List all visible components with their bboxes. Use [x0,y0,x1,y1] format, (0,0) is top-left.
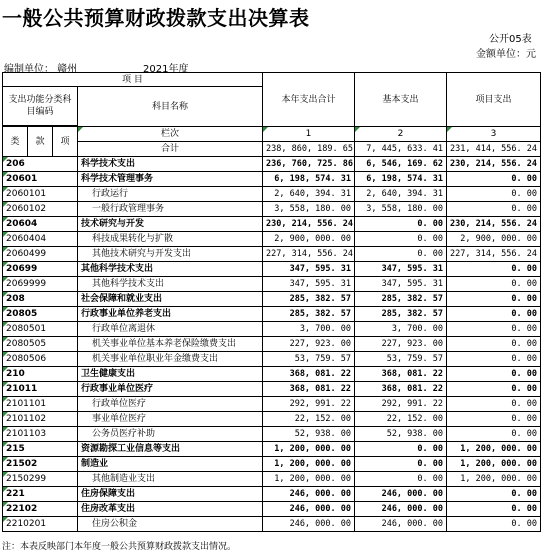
row-total: 2, 640, 394. 31 [263,187,355,202]
row-name: 卫生健康支出 [78,367,263,382]
table-row [3,187,541,202]
row-total: 236, 760, 725. 86 [263,157,355,172]
row-code: 206 [3,157,78,172]
header-kuan: 款 [28,127,53,157]
header-basic: 基本支出 [355,73,447,127]
table-row [3,202,541,217]
row-basic: 0. 00 [355,232,447,247]
row-code: 2060499 [3,247,78,262]
row-name: 科学技术支出 [78,157,263,172]
row-total: 2, 900, 000. 00 [263,232,355,247]
row-project: 230, 214, 556. 24 [447,157,541,172]
row-name: 其他科学技术支出 [78,262,263,277]
row-code: 215 [3,442,78,457]
table-row [3,232,541,247]
table-row [3,322,541,337]
row-basic: 246, 000. 00 [355,487,447,502]
compiling-unit: 编制单位： 赣州 [4,64,78,75]
row-basic: 2, 640, 394. 31 [355,187,447,202]
table-row [3,262,541,277]
row-project: 1, 200, 000. 00 [447,442,541,457]
row-project: 0. 00 [447,382,541,397]
row-code: 22102 [3,502,78,517]
header-project: 项目支出 [447,73,541,127]
row-project: 1, 200, 000. 00 [447,472,541,487]
row-name: 行政事业单位医疗 [78,382,263,397]
row-total: 246, 000. 00 [263,502,355,517]
row-code: 221 [3,487,78,502]
row-code: 21011 [3,382,78,397]
row-project: 0. 00 [447,262,541,277]
row-basic: 6, 546, 169. 62 [355,157,447,172]
header-xiang: 项 [53,127,78,157]
row-basic: 52, 938. 00 [355,427,447,442]
row-name: 行政事业单位养老支出 [78,307,263,322]
row-name: 住房公积金 [78,517,263,532]
row-code: 2080505 [3,337,78,352]
row-name: 一般行政管理事务 [78,202,263,217]
row-code: 2060101 [3,187,78,202]
col-number-2: 2 [355,127,447,142]
table-row [3,502,541,517]
table-row [3,517,541,532]
row-code: 2080506 [3,352,78,367]
row-name: 技术研究与开发 [78,217,263,232]
row-total: 246, 000. 00 [263,487,355,502]
row-project: 1, 200, 000. 00 [447,457,541,472]
row-code: 2101102 [3,412,78,427]
row-total: 246, 000. 00 [263,517,355,532]
row-basic: 347, 595. 31 [355,277,447,292]
table-row [3,472,541,487]
row-name: 机关事业单位职业年金缴费支出 [78,352,263,367]
row-project: 227, 314, 556. 24 [447,247,541,262]
header-items: 项 目 [3,73,263,87]
row-basic: 3, 558, 180. 00 [355,202,447,217]
row-project: 0. 00 [447,427,541,442]
row-basic: 0. 00 [355,217,447,232]
row-basic: 227, 923. 00 [355,337,447,352]
row-code: 2101103 [3,427,78,442]
totals-total: 238, 860, 189. 65 [263,142,355,157]
row-basic: 0. 00 [355,442,447,457]
col-number-1: 1 [263,127,355,142]
amount-unit: 金额单位：元 [476,49,536,60]
table-row [3,217,541,232]
table-row [3,457,541,472]
row-project: 0. 00 [447,397,541,412]
row-name: 行政单位医疗 [78,397,263,412]
row-project: 0. 00 [447,172,541,187]
row-total: 285, 382. 57 [263,292,355,307]
row-total: 347, 595. 31 [263,277,355,292]
row-basic: 0. 00 [355,472,447,487]
totals-row [3,142,541,157]
table-row [3,307,541,322]
expenditure-table [2,72,541,532]
row-name: 其他技术研究与开发支出 [78,247,263,262]
row-code: 2060102 [3,202,78,217]
row-total: 1, 200, 000. 00 [263,472,355,487]
row-name: 机关事业单位基本养老保险缴费支出 [78,337,263,352]
table-row [3,292,541,307]
row-total: 368, 081. 22 [263,382,355,397]
row-code: 21502 [3,457,78,472]
row-total: 292, 991. 22 [263,397,355,412]
row-project: 0. 00 [447,307,541,322]
row-code: 20805 [3,307,78,322]
row-name: 公务员医疗补助 [78,427,263,442]
row-code: 2101101 [3,397,78,412]
row-code: 2210201 [3,517,78,532]
row-total: 3, 700. 00 [263,322,355,337]
header-row-items [3,73,541,87]
row-basic: 285, 382. 57 [355,292,447,307]
row-basic: 3, 700. 00 [355,322,447,337]
row-project: 0. 00 [447,187,541,202]
totals-label: 合计 [78,142,263,157]
row-project: 0. 00 [447,517,541,532]
row-code: 2150299 [3,472,78,487]
row-project: 0. 00 [447,487,541,502]
header-func-code: 支出功能分类科目编码 [3,87,78,126]
row-total: 347, 595. 31 [263,262,355,277]
row-project: 0. 00 [447,337,541,352]
table-row [3,412,541,427]
row-total: 368, 081. 22 [263,367,355,382]
table-row [3,442,541,457]
form-number: 公开05表 [489,34,532,45]
header-lei: 类 [3,127,28,157]
table-row [3,382,541,397]
row-basic: 6, 198, 574. 31 [355,172,447,187]
row-code: 2060404 [3,232,78,247]
row-code: 210 [3,367,78,382]
row-code: 208 [3,292,78,307]
table-row [3,247,541,262]
row-basic: 347, 595. 31 [355,262,447,277]
row-name: 其他科学技术支出 [78,277,263,292]
row-project: 0. 00 [447,502,541,517]
row-code: 20601 [3,172,78,187]
row-total: 53, 759. 57 [263,352,355,367]
row-code: 20699 [3,262,78,277]
row-basic: 292, 991. 22 [355,397,447,412]
table-row [3,487,541,502]
row-basic: 246, 000. 00 [355,502,447,517]
table-row [3,337,541,352]
row-project: 0. 00 [447,277,541,292]
row-project: 0. 00 [447,202,541,217]
row-name: 事业单位医疗 [78,412,263,427]
row-project: 230, 214, 556. 24 [447,217,541,232]
table-row [3,352,541,367]
table-row [3,397,541,412]
row-basic: 246, 000. 00 [355,517,447,532]
totals-basic: 7, 445, 633. 41 [355,142,447,157]
row-project: 0. 00 [447,322,541,337]
row-project: 0. 00 [447,367,541,382]
row-basic: 22, 152. 00 [355,412,447,427]
table-row [3,157,541,172]
row-project: 0. 00 [447,292,541,307]
row-total: 227, 923. 00 [263,337,355,352]
row-total: 227, 314, 556. 24 [263,247,355,262]
footnote: 注：本表反映部门本年度一般公共预算财政拨款支出情况。 [2,542,237,552]
row-name: 科技成果转化与扩散 [78,232,263,247]
row-total: 3, 558, 180. 00 [263,202,355,217]
page-title: 一般公共预算财政拨款支出决算表 [2,6,310,30]
row-total: 1, 200, 000. 00 [263,442,355,457]
row-project: 2, 900, 000. 00 [447,232,541,247]
header-subject: 科目名称 [78,87,263,127]
row-name: 行政单位离退休 [78,322,263,337]
row-project: 0. 00 [447,412,541,427]
row-total: 22, 152. 00 [263,412,355,427]
row-total: 285, 382. 57 [263,307,355,322]
row-name: 住房改革支出 [78,502,263,517]
row-total: 1, 200, 000. 00 [263,457,355,472]
row-name: 住房保障支出 [78,487,263,502]
table-row [3,172,541,187]
row-name: 科学技术管理事务 [78,172,263,187]
row-name: 制造业 [78,457,263,472]
row-code: 20604 [3,217,78,232]
row-basic: 368, 081. 22 [355,367,447,382]
fiscal-year: 2021年度 [143,64,189,75]
row-name: 行政运行 [78,187,263,202]
totals-project: 231, 414, 556. 24 [447,142,541,157]
row-total: 230, 214, 556. 24 [263,217,355,232]
row-name: 其他制造业支出 [78,472,263,487]
row-total: 52, 938. 00 [263,427,355,442]
row-basic: 0. 00 [355,457,447,472]
row-basic: 53, 759. 57 [355,352,447,367]
col-number-3: 3 [447,127,541,142]
row-code: 2069999 [3,277,78,292]
row-code: 2080501 [3,322,78,337]
row-project: 0. 00 [447,352,541,367]
header-lanci: 栏次 [78,127,263,142]
row-name: 资源勘探工业信息等支出 [78,442,263,457]
row-total: 6, 198, 574. 31 [263,172,355,187]
header-row-columns [3,127,541,142]
header-total: 本年支出合计 [263,73,355,127]
table-row [3,277,541,292]
row-basic: 0. 00 [355,247,447,262]
table-row [3,367,541,382]
row-basic: 285, 382. 57 [355,307,447,322]
row-basic: 368, 081. 22 [355,382,447,397]
table-row [3,427,541,442]
row-name: 社会保障和就业支出 [78,292,263,307]
